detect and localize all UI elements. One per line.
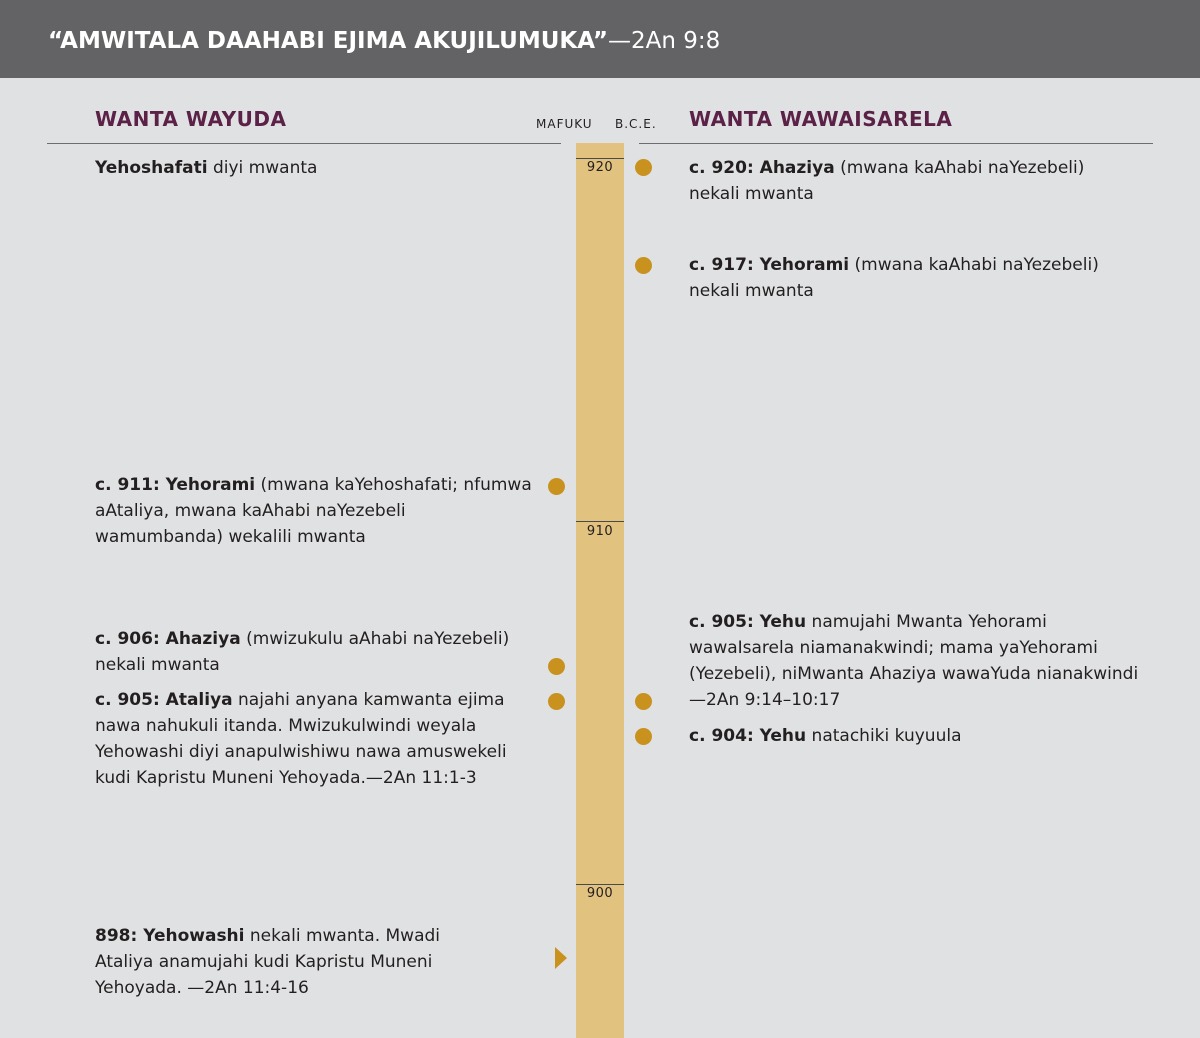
left-divider: [47, 143, 561, 144]
bce-label: B.C.E.: [615, 117, 657, 131]
title-reference: —2An 9:8: [608, 28, 721, 54]
marker-judah-905: [548, 693, 565, 710]
marker-israel-904: [635, 728, 652, 745]
israel-event: c. 917: Yehorami (mwana kaAhabi naYezebeli) nekali mwanta: [689, 255, 1099, 301]
mafuku-label: MAFUKU: [536, 117, 593, 131]
tick-920: [576, 158, 624, 159]
year-910: 910: [586, 524, 614, 539]
marker-judah-906: [548, 658, 565, 675]
judah-event: c. 906: Ahaziya (mwizukulu aAhabi naYezebeli) nekali mwanta: [95, 629, 510, 675]
year-920: 920: [586, 160, 614, 175]
marker-judah-911: [548, 478, 565, 495]
judah-event: c. 905: Ataliya najahi anyana kamwanta ejima nawa nahukuli itanda. Mwizukulwindi weyala Yehowashi diyi anapulwishiwu nawa amuswekeli kudi Kapristu Muneni Yehoyada.—2An 11:1-3: [95, 690, 507, 788]
marker-israel-905: [635, 693, 652, 710]
israel-event: c. 920: Ahaziya (mwana kaAhabi naYezebeli) nekali mwanta: [689, 158, 1085, 204]
judah-event: 898: Yehowashi nekali mwanta. Mwadi Ataliya anamujahi kudi Kapristu Muneni Yehoyada. —2An 11:4-16: [95, 926, 440, 998]
israel-kings-heading: WANTA WAWAISARELA: [689, 107, 953, 131]
israel-event: c. 904: Yehu natachiki kuyuula: [689, 726, 962, 746]
judah-event: c. 911: Yehorami (mwana kaYehoshafati; nfumwa aAtaliya, mwana kaAhabi naYezebeli wamumbanda) wekalili mwanta: [95, 475, 532, 547]
marker-israel-920: [635, 159, 652, 176]
israel-event: c. 905: Yehu namujahi Mwanta Yehorami wawaIsarela niamanakwindi; mama yaYehorami (Yezebeli), niMwanta Ahaziya wawaYuda nianakwindi —2An 9:14–10:17: [689, 612, 1139, 710]
page-title: [48, 28, 720, 54]
marker-judah-898-arrow: [555, 947, 567, 969]
tick-900: [576, 884, 624, 885]
right-divider: [639, 143, 1153, 144]
title-banner: [0, 0, 1200, 78]
judah-event: Yehoshafati diyi mwanta: [95, 158, 318, 178]
year-900: 900: [586, 886, 614, 901]
title-text: “AMWITALA DAAHABI EJIMA AKUJILUMUKA”: [48, 28, 609, 54]
judah-kings-heading: WANTA WAYUDA: [95, 107, 287, 131]
timeline-bar: [576, 143, 624, 1038]
marker-israel-917: [635, 257, 652, 274]
tick-910: [576, 521, 624, 522]
